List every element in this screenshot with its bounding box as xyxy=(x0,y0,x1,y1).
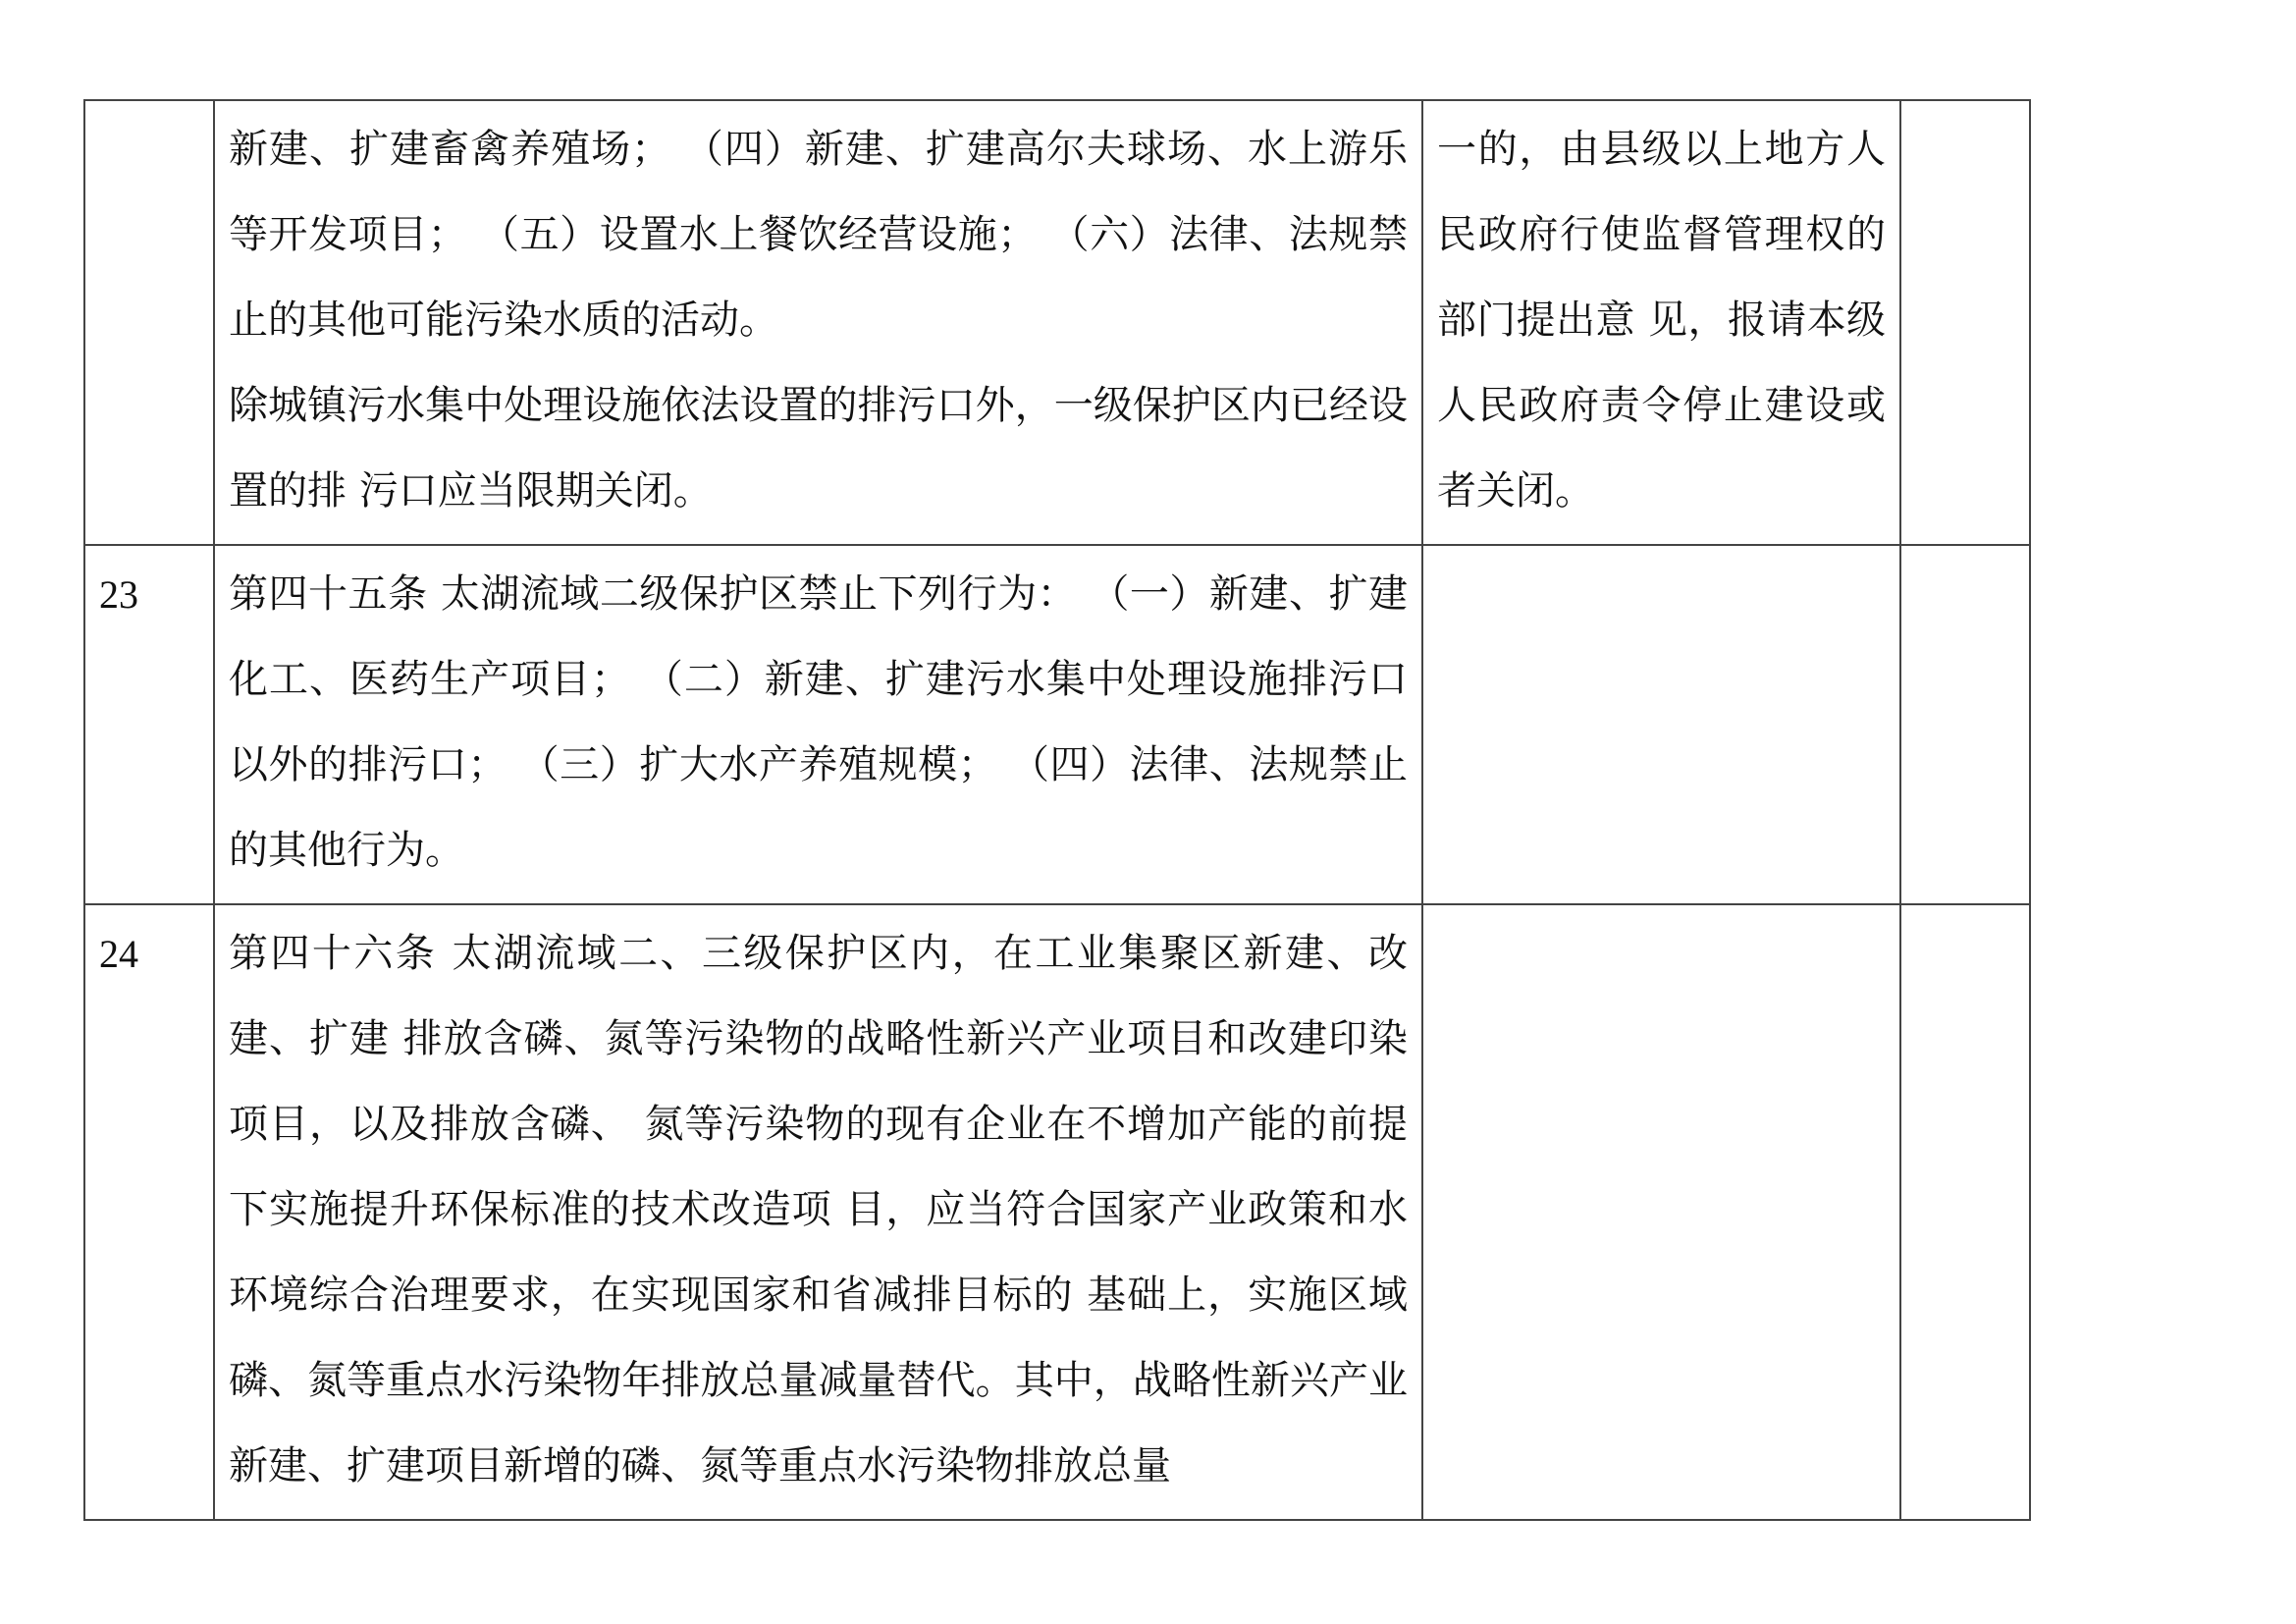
content-paragraph: 第四十六条 太湖流域二、三级保护区内，在工业集聚区新建、改建、扩建 排放含磷、氮等污染物的战略性新兴产业项目和改建印染项目，以及排放含磷、 氮等污染物的现有企业在不增加产能的前提下实施提升环保标准的技术改造项 目，应当符合国家产业政策和水环境综合治理要求，在实现国家和省减排目标的 基础上，实施区域磷、氮等重点水污染物年排放总量减量替代。其中，战略性新兴产业新建、扩建项目新增的磷、氮等重点水污染物排放总量 xyxy=(229,931,1408,1489)
table-row xyxy=(84,904,2030,1520)
table-row xyxy=(84,100,2030,545)
row-number-cell: 24 xyxy=(84,904,214,1520)
row-number-cell xyxy=(84,100,214,545)
remark-cell xyxy=(1900,100,2030,545)
content-paragraph: 新建、扩建畜禽养殖场； （四）新建、扩建高尔夫球场、水上游乐等开发项目； （五）设置水上餐饮经营设施； （六）法律、法规禁止的其他可能污染水质的活动。 xyxy=(229,127,1408,343)
content-cell xyxy=(214,545,1422,904)
penalty-cell: 一的，由县级以上地方人民政府行使监督管理权的部门提出意 见，报请本级人民政府责令停止建设或者关闭。 xyxy=(1422,100,1900,545)
content-paragraph: 第四十五条 太湖流域二级保护区禁止下列行为： （一）新建、扩建化工、医药生产项目； （二）新建、扩建污水集中处理设施排污口以外的排污口； （三）扩大水产养殖规模； （四）法律、法规禁止的其他行为。 xyxy=(229,571,1408,873)
content-cell xyxy=(214,100,1422,545)
penalty-cell xyxy=(1422,545,1900,904)
remark-cell xyxy=(1900,904,2030,1520)
content-cell xyxy=(214,904,1422,1520)
regulation-table xyxy=(83,99,2031,1521)
penalty-cell xyxy=(1422,904,1900,1520)
remark-cell xyxy=(1900,545,2030,904)
row-number-cell: 23 xyxy=(84,545,214,904)
table-row xyxy=(84,545,2030,904)
content-paragraph: 除城镇污水集中处理设施依法设置的排污口外，一级保护区内已经设置的排 污口应当限期关闭。 xyxy=(229,383,1408,514)
